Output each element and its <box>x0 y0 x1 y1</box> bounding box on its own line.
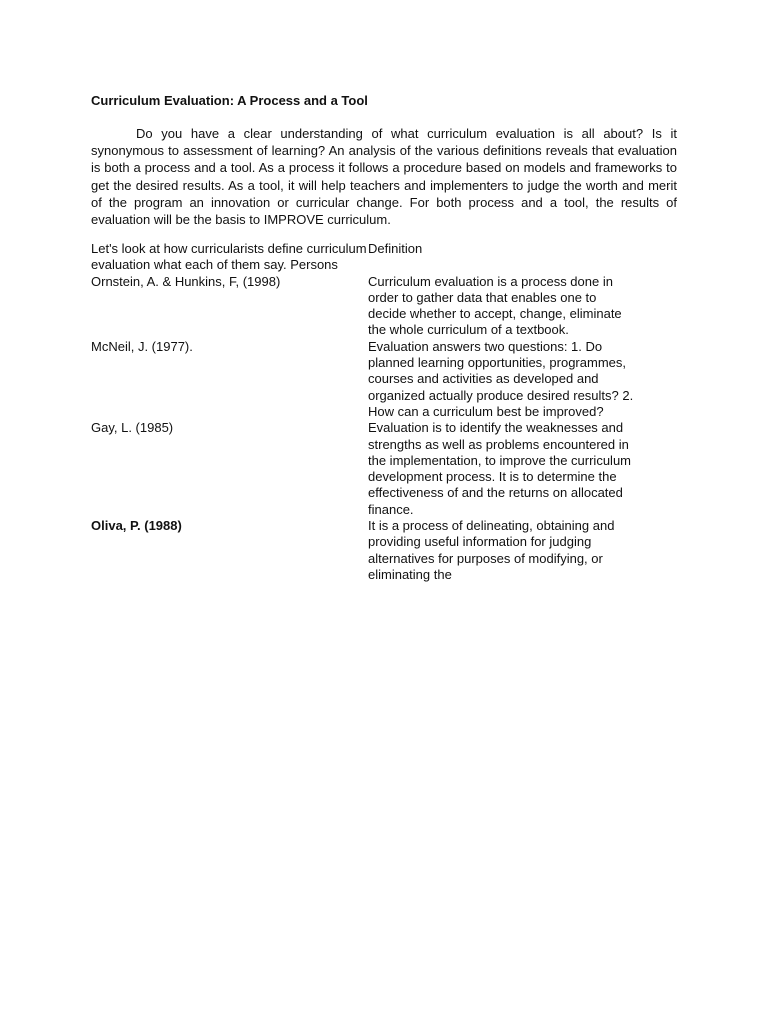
table-header-row <box>91 241 651 274</box>
document-title: Curriculum Evaluation: A Process and a Tool <box>91 93 368 108</box>
definition-cell: It is a process of delineating, obtaining and providing useful information for judging alternatives for purposes of modifying, or eliminating the <box>368 518 615 582</box>
intro-paragraph: Do you have a clear understanding of what curriculum evaluation is all about? Is it synonymous to assessment of learning? An analysis of the various definitions reveals that evaluation is both a process and a tool. As a process it follows a procedure based on models and frameworks to get the desired results. As a tool, it will help teachers and implementers to judge the worth and merit of the program an innovation or curricular change. For both process and a tool, the results of evaluation will be the basis to IMPROVE curriculum. <box>91 126 677 228</box>
definition-cell: Evaluation answers two questions: 1. Do planned learning opportunities, programmes, courses and activities as developed and organized actually produce desired results? 2. How can a curriculum best be improved? <box>368 338 634 419</box>
definition-cell: Evaluation is to identify the weaknesses and strengths as well as problems encountered in the implementation, to improve the curriculum development process. It is to determine the effectiveness of and the returns on allocated finance. <box>368 420 632 517</box>
person-cell: Ornstein, A. & Hunkins, F, (1998) <box>91 273 281 289</box>
header-persons: Let's look at how curricularists define curriculum evaluation what each of them say. Persons <box>91 241 367 273</box>
definition-cell: Curriculum evaluation is a process done in order to gather data that enables one to decide whether to accept, change, eliminate the whole curriculum of a textbook. <box>368 273 622 338</box>
table-row <box>91 420 651 518</box>
person-cell: McNeil, J. (1977). <box>91 338 193 354</box>
definitions-table <box>91 241 651 583</box>
table-row <box>91 274 651 339</box>
table-row <box>91 518 651 583</box>
person-cell: Oliva, P. (1988) <box>91 518 182 534</box>
header-definition: Definition <box>368 241 423 256</box>
person-cell: Gay, L. (1985) <box>91 420 174 436</box>
table-row <box>91 339 651 420</box>
